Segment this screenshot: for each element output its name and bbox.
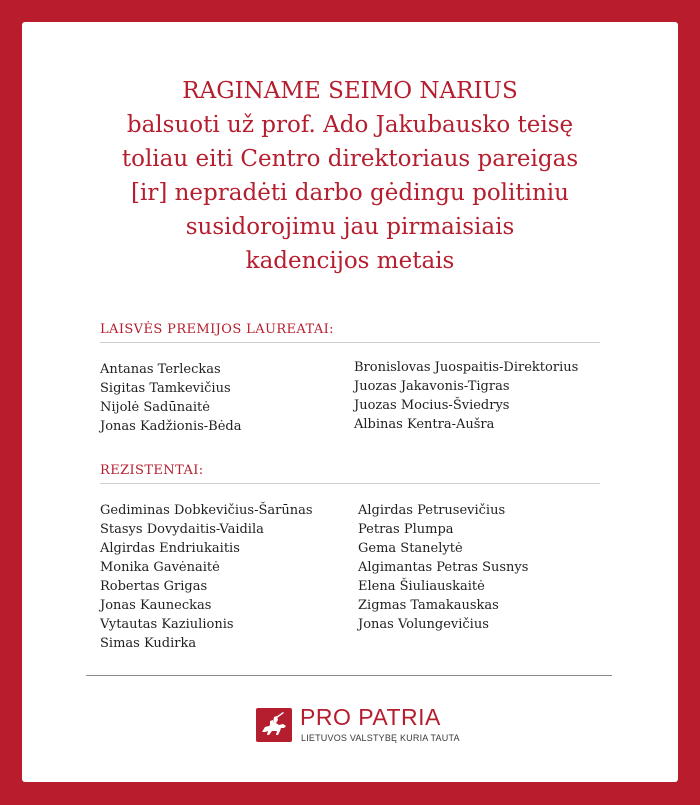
list-item: Petras Plumpa	[358, 522, 454, 537]
list-item: Algimantas Petras Susnys	[358, 560, 529, 575]
list-item: Elena Šiuliauskaitė	[358, 579, 485, 594]
headline-line: [ir] nepradėti darbo gėdingu politiniu	[131, 180, 569, 206]
list-item: Gediminas Dobkevičius-Šarūnas	[100, 503, 313, 518]
list-item: Juozas Jakavonis-Tigras	[354, 379, 510, 394]
list-item: Jonas Kadžionis-Bėda	[100, 419, 242, 434]
list-item: Robertas Grigas	[100, 579, 208, 594]
list-item: Sigitas Tamkevičius	[100, 381, 231, 396]
list-item: Stasys Dovydaitis-Vaidila	[100, 522, 264, 537]
list-item: Algirdas Endriukaitis	[100, 541, 240, 556]
logo-name: PRO PATRIA	[300, 704, 441, 730]
list-item: Algirdas Petrusevičius	[358, 503, 506, 518]
list-item: Albinas Kentra-Aušra	[354, 417, 495, 432]
list-item: Antanas Terleckas	[100, 362, 221, 377]
list-item: Nijolė Sadūnaitė	[100, 400, 210, 415]
headline-line: toliau eiti Centro direktoriaus pareigas	[121, 146, 579, 172]
list-item: Zigmas Tamakauskas	[358, 598, 499, 613]
list-item: Jonas Kauneckas	[100, 598, 212, 613]
headline-line: RAGINAME SEIMO NARIUS	[182, 78, 518, 104]
list-item: Monika Gavėnaitė	[100, 560, 220, 575]
resistants-label: REZISTENTAI:	[100, 463, 204, 478]
list-item: Vytautas Kaziulionis	[100, 617, 234, 632]
footer-divider	[86, 675, 612, 676]
list-item: Jonas Volungevičius	[358, 617, 489, 632]
resistants-divider	[100, 483, 600, 484]
pro-patria-logo	[256, 706, 476, 746]
laureates-divider	[100, 342, 600, 343]
resistants-left-list	[100, 501, 313, 653]
statement-card	[22, 22, 678, 782]
list-item: Gema Stanelytė	[358, 541, 463, 556]
headline	[22, 74, 678, 278]
laureates-right-list	[354, 358, 578, 434]
headline-line: susidorojimu jau pirmaisiais	[185, 214, 515, 240]
list-item: Bronislovas Juospaitis-Direktorius	[354, 360, 579, 375]
vytis-knight-icon	[256, 708, 292, 742]
resistants-right-list	[358, 501, 528, 634]
logo-tagline: LIETUVOS VALSTYBĘ KURIA TAUTA	[301, 733, 460, 743]
list-item: Juozas Mocius-Šviedrys	[354, 398, 510, 413]
headline-line: kadencijos metais	[245, 248, 455, 274]
laureates-left-list	[100, 360, 242, 436]
list-item: Simas Kudirka	[100, 636, 197, 651]
headline-line: balsuoti už prof. Ado Jakubausko teisę	[126, 112, 574, 138]
laureates-label: LAISVĖS PREMIJOS LAUREATAI:	[100, 322, 334, 337]
